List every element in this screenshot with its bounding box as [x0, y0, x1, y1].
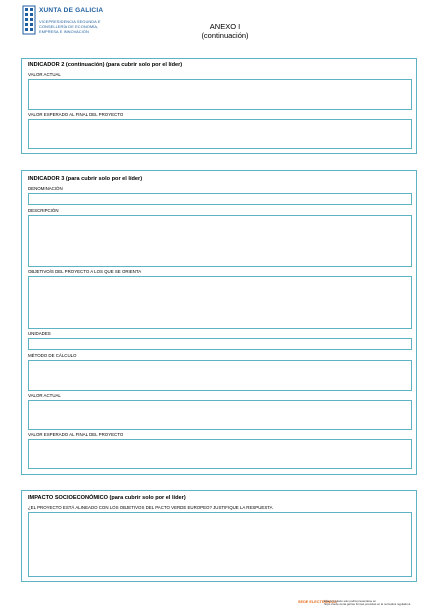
description-field[interactable]: [28, 215, 412, 267]
org-line-1: VICEPRESIDENCIA SEGUNDA E: [39, 19, 101, 24]
name-field[interactable]: [28, 193, 412, 205]
org-name: XUNTA DE GALICIA: [39, 7, 104, 14]
current-value-field[interactable]: [28, 79, 412, 110]
annex-heading: [190, 22, 260, 40]
org-line-2: CONSELLERÍA DE ECONOMÍA,: [39, 24, 99, 29]
field-label-description: DESCRIPCIÓN: [28, 208, 59, 213]
field-label-calculation-method: MÉTODO DE CÁLCULO: [28, 353, 77, 358]
expected-value-field[interactable]: [28, 119, 412, 149]
current-value-field[interactable]: [28, 400, 412, 430]
section-indicator-2: [21, 58, 417, 154]
field-label-objectives: OBJETIVO/S DEL PROYECTO A LOS QUE SE ORIENTA: [28, 269, 142, 274]
expected-value-field[interactable]: [28, 439, 412, 469]
calculation-method-field[interactable]: [28, 360, 412, 391]
units-field[interactable]: [28, 338, 412, 350]
section-title: INDICADOR 2 (continuación) (para cubrir solo por el líder): [28, 62, 183, 68]
field-label-current-value: VALOR ACTUAL: [28, 393, 61, 398]
annex-title: ANEXO I: [209, 22, 241, 31]
sede-electronica-logo: SEDE ELECTRÓNICA: [298, 600, 337, 604]
section-title: IMPACTO SOCIOECONÓMICO (para cubrir solo por el líder): [28, 495, 186, 501]
footer-text: [324, 600, 410, 607]
xunta-emblem-icon: [22, 5, 36, 35]
field-label-current-value: VALOR ACTUAL: [28, 72, 61, 77]
annex-subtitle: (continuación): [201, 31, 249, 40]
objectives-field[interactable]: [28, 276, 412, 329]
org-line-3: EMPRESA E INNOVACIÓN: [39, 29, 89, 34]
section-socioeconomic-impact: [21, 490, 417, 582]
section-title: INDICADOR 3 (para cubrir solo por el líder): [28, 176, 143, 182]
field-label-green-deal: ¿EL PROYECTO ESTÁ ALINEADO CON LOS OBJETIVOS DEL PACTO VERDE EUROPEO? JUSTIFIQUE LA RESPUESTA: [28, 505, 273, 510]
footer-line-2: https://sede.xunta.gal las formas previstas en la normativa reguladora: [324, 602, 411, 607]
field-label-units: UNIDADES: [28, 331, 51, 336]
field-label-expected-value: VALOR ESPERADO AL FINAL DEL PROYECTO: [28, 112, 124, 117]
field-label-expected-value: VALOR ESPERADO AL FINAL DEL PROYECTO: [28, 432, 124, 437]
section-indicator-3: [21, 170, 417, 475]
field-label-name: DENOMINACIÓN: [28, 186, 63, 191]
footer-line-1: Este formulario solo podrá presentarse en: [324, 599, 377, 603]
green-deal-justification-field[interactable]: [28, 512, 412, 577]
